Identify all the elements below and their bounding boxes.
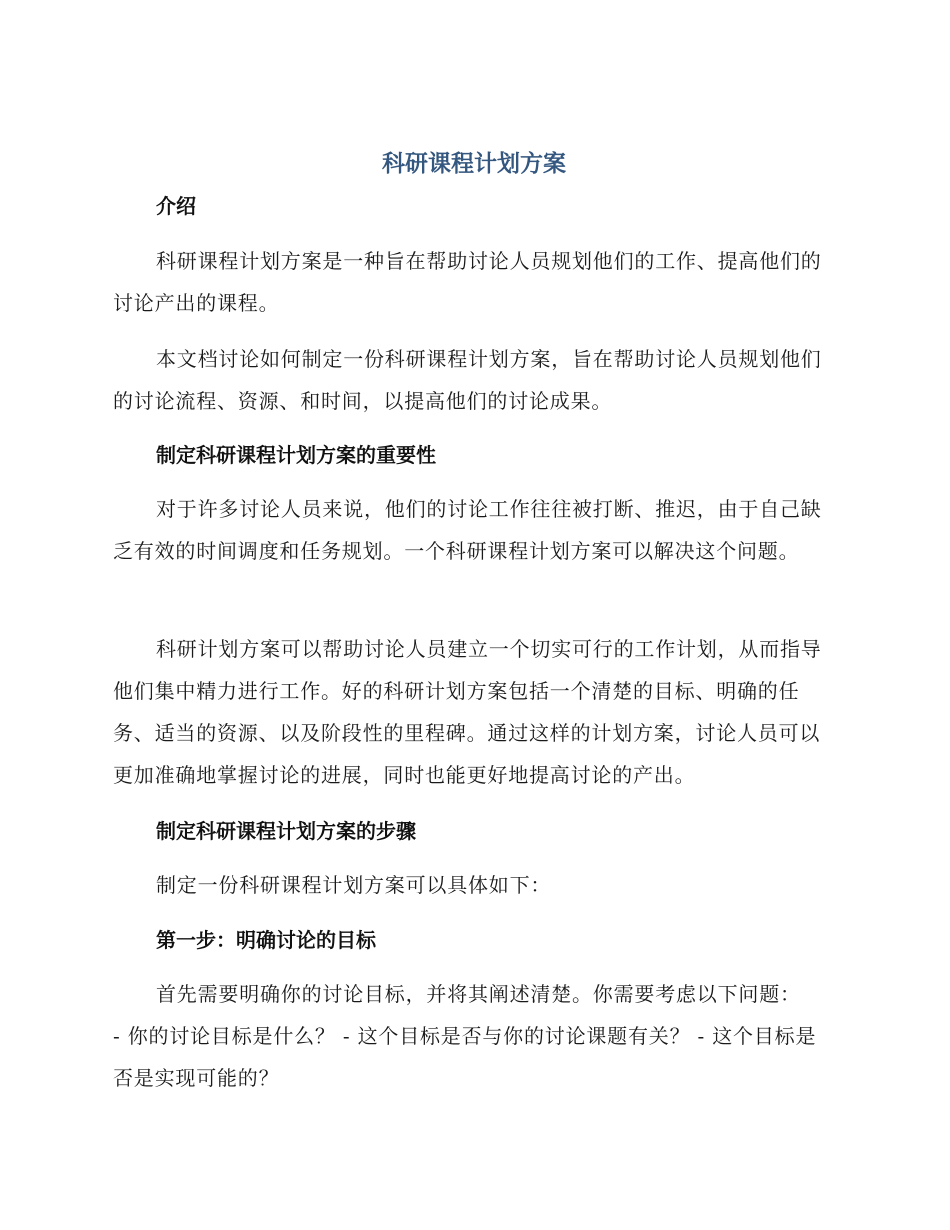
paragraph-steps-intro: 制定一份科研课程计划方案可以具体如下： (156, 873, 552, 897)
paragraph-step-one: 首先需要明确你的讨论目标，并将其阐述清楚。你需要考虑以下问题： (156, 982, 801, 1006)
section-heading-importance: 制定科研课程计划方案的重要性 (156, 443, 436, 467)
paragraph-intro-2: 本文档讨论如何制定一份科研课程计划方案，旨在帮助讨论人员规划他们的讨论流程、资源、和时间，以提高他们的讨论成果。 (113, 347, 822, 413)
document-title: 科研课程计划方案 (382, 151, 566, 177)
paragraph-importance-2: 科研计划方案可以帮助讨论人员建立一个切实可行的工作计划，从而指导他们集中精力进行工作。好的科研计划方案包括一个清楚的目标、明确的任务、适当的资源、以及阶段性的里程碑。通过这样的计划方案，讨论人员可以更加准确地掌握讨论的进展，同时也能更好地提高讨论的产出。 (113, 637, 822, 787)
section-heading-steps: 制定科研课程计划方案的步骤 (156, 819, 416, 843)
paragraph-importance-1: 对于许多讨论人员来说，他们的讨论工作往往被打断、推迟，由于自己缺乏有效的时间调度和任务规划。一个科研课程计划方案可以解决这个问题。 (113, 497, 822, 563)
paragraph-intro-1: 科研课程计划方案是一种旨在帮助讨论人员规划他们的工作、提高他们的讨论产出的课程。 (113, 249, 822, 315)
section-heading-introduction: 介绍 (156, 194, 196, 218)
paragraph-step-one-questions: - 你的讨论目标是什么？ - 这个目标是否与你的讨论课题有关？ - 这个目标是否是实现可能的？ (113, 1024, 817, 1090)
section-heading-step-one: 第一步：明确讨论的目标 (156, 928, 376, 952)
